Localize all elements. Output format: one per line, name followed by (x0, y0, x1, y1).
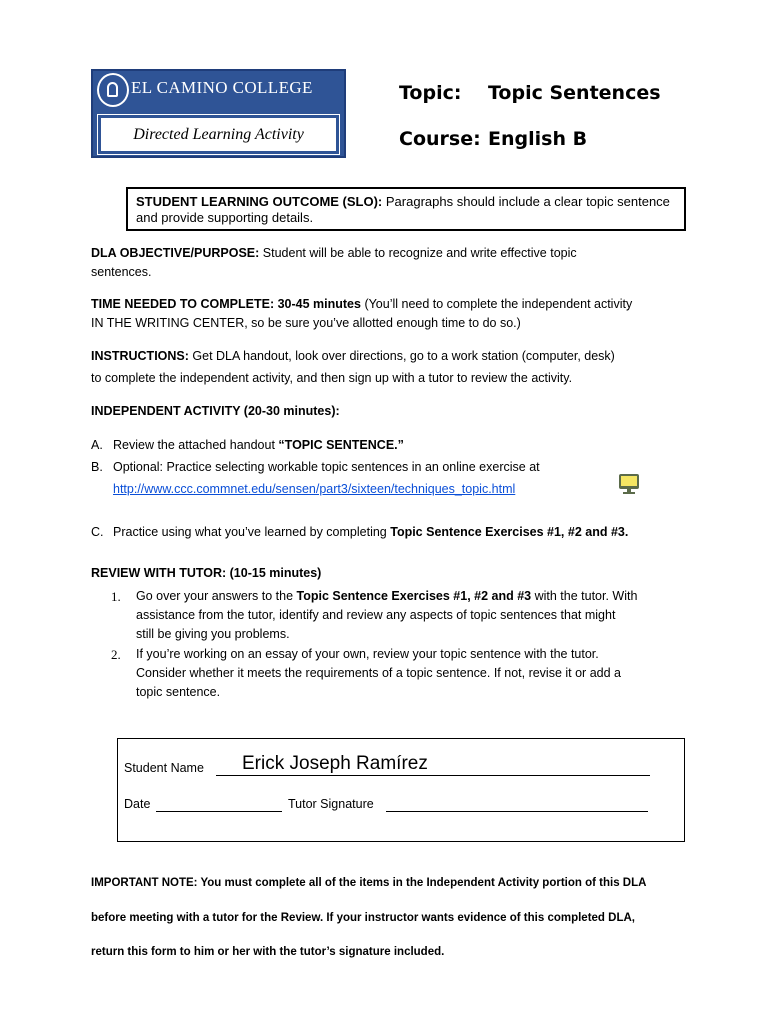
instructions-section (91, 345, 691, 389)
tutor-signature-line[interactable] (386, 811, 648, 812)
important-note-line1: IMPORTANT NOTE: You must complete all of the items in the Independent Activity portion of this DLA (91, 877, 647, 889)
student-name-value: Erick Joseph Ramírez (242, 753, 428, 774)
student-name-label: Student Name (124, 761, 204, 775)
course-label: Course: (399, 128, 481, 150)
time-needed-text-line2: IN THE WRITING CENTER, so be sure you’ve allotted enough time to do so.) (91, 316, 521, 330)
item-c-marker: C. (91, 525, 104, 539)
activity-label: Directed Learning Activity (133, 126, 304, 143)
topic-value: Topic Sentences (488, 82, 661, 104)
review-item-1-post: with the tutor. With (531, 589, 638, 603)
item-c (113, 523, 628, 542)
independent-activity-heading: INDEPENDENT ACTIVITY (20-30 minutes): (91, 404, 340, 418)
tutor-signature-label: Tutor Signature (288, 797, 374, 811)
review-item-2 (111, 645, 691, 702)
slo-text-line1: Paragraphs should include a clear topic sentence (385, 194, 670, 209)
item-a-bold: “TOPIC SENTENCE.” (278, 438, 404, 452)
college-seal-icon (97, 73, 129, 107)
slo-box (126, 187, 686, 231)
review-item-2-line2: Consider whether it meets the requirements of a topic sentence. If not, revise it or add a (136, 666, 621, 680)
date-label: Date (124, 797, 151, 811)
computer-monitor-icon (618, 473, 640, 495)
time-needed-label: TIME NEEDED TO COMPLETE: 30-45 minutes (91, 297, 361, 311)
college-name: EL CAMINO COLLEGE (131, 78, 313, 97)
time-needed-text-line1: (You’ll need to complete the independent activity (364, 297, 633, 311)
slo-text-line2: and provide supporting details. (136, 210, 314, 225)
slo-label: STUDENT LEARNING OUTCOME (SLO): (136, 194, 383, 209)
important-note-line2: before meeting with a tutor for the Review. If your instructor wants evidence of this completed DLA, (91, 912, 635, 924)
item-a-text: Review the attached handout (113, 438, 279, 452)
date-line[interactable] (156, 811, 282, 812)
review-item-2-line3: topic sentence. (136, 685, 221, 699)
instructions-text-line1: Get DLA handout, look over directions, go to a work station (computer, desk) (192, 349, 615, 363)
review-item-2-number: 2. (111, 647, 121, 662)
course-value: English B (488, 128, 588, 150)
signature-box (117, 738, 685, 842)
time-needed-section (91, 295, 691, 333)
review-heading: REVIEW WITH TUTOR: (10-15 minutes) (91, 566, 322, 580)
item-b-text: Optional: Practice selecting workable topic sentences in an online exercise at (113, 460, 540, 474)
objective-section (91, 244, 691, 282)
review-item-1-pre: Go over your answers to the (136, 589, 297, 603)
review-item-1-line2: assistance from the tutor, identify and review any aspects of topic sentences that might (136, 608, 616, 622)
item-a (113, 436, 404, 455)
instructions-text-line2: to complete the independent activity, and then sign up with a tutor to review the activity. (91, 371, 573, 385)
review-item-1-number: 1. (111, 589, 121, 604)
review-item-1-line3: still be giving you problems. (136, 627, 290, 641)
objective-text-line2: sentences. (91, 265, 152, 279)
college-logo (91, 69, 346, 158)
item-c-text: Practice using what you’ve learned by completing (113, 525, 391, 539)
item-c-bold: Topic Sentence Exercises #1, #2 and #3. (390, 525, 629, 539)
important-note-line3: return this form to him or her with the tutor’s signature included. (91, 946, 445, 958)
objective-text-line1: Student will be able to recognize and write effective topic (262, 246, 577, 260)
review-item-1 (111, 587, 691, 644)
topic-label: Topic: (399, 82, 462, 104)
objective-label: DLA OBJECTIVE/PURPOSE: (91, 246, 260, 260)
review-item-2-line1: If you’re working on an essay of your own, review your topic sentence with the tutor. (136, 647, 599, 661)
exercise-link[interactable]: http://www.ccc.commnet.edu/sensen/part3/sixteen/techniques_topic.html (113, 482, 516, 496)
item-a-marker: A. (91, 438, 103, 452)
item-b-marker: B. (91, 460, 103, 474)
student-name-line[interactable] (216, 775, 650, 776)
instructions-label: INSTRUCTIONS: (91, 349, 189, 363)
review-item-1-bold: Topic Sentence Exercises #1, #2 and #3 (296, 589, 532, 603)
